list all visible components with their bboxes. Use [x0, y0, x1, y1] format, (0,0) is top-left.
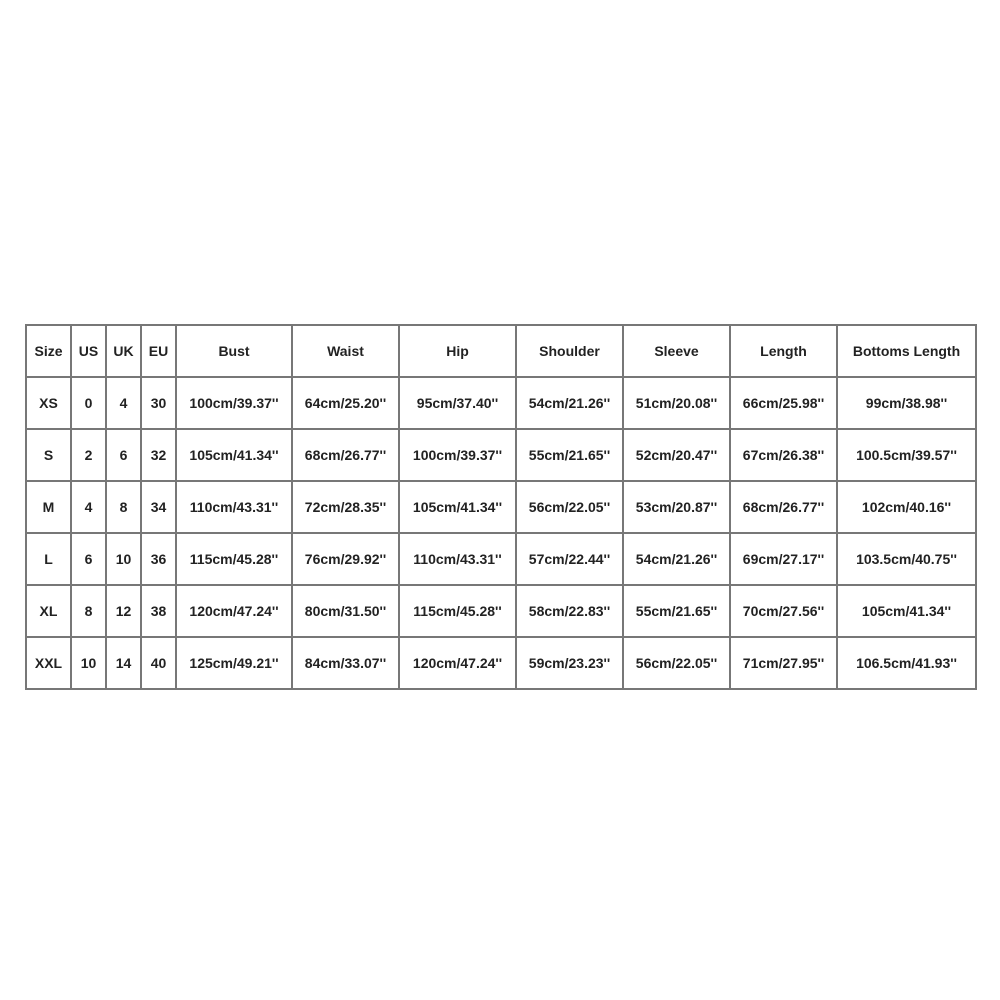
table-cell: 102cm/40.16'': [837, 481, 976, 533]
table-cell: 71cm/27.95'': [730, 637, 837, 689]
table-cell: 115cm/45.28'': [399, 585, 516, 637]
header-cell: Size: [26, 325, 71, 377]
header-cell: Sleeve: [623, 325, 730, 377]
table-cell: XL: [26, 585, 71, 637]
table-cell: 8: [106, 481, 141, 533]
table-cell: 58cm/22.83'': [516, 585, 623, 637]
header-cell: Waist: [292, 325, 399, 377]
header-row: [26, 325, 976, 377]
table-cell: M: [26, 481, 71, 533]
table-cell: 70cm/27.56'': [730, 585, 837, 637]
table-cell: 103.5cm/40.75'': [837, 533, 976, 585]
header-cell: Bust: [176, 325, 292, 377]
table-cell: 2: [71, 429, 106, 481]
table-cell: 34: [141, 481, 176, 533]
table-cell: 105cm/41.34'': [837, 585, 976, 637]
header-cell: Bottoms Length: [837, 325, 976, 377]
table-cell: 120cm/47.24'': [176, 585, 292, 637]
table-cell: 95cm/37.40'': [399, 377, 516, 429]
table-cell: 99cm/38.98'': [837, 377, 976, 429]
table-cell: S: [26, 429, 71, 481]
table-cell: 105cm/41.34'': [176, 429, 292, 481]
table-cell: 120cm/47.24'': [399, 637, 516, 689]
table-cell: 14: [106, 637, 141, 689]
table-cell: 30: [141, 377, 176, 429]
table-cell: 0: [71, 377, 106, 429]
table-row: [26, 637, 976, 689]
header-cell: UK: [106, 325, 141, 377]
table-cell: 10: [106, 533, 141, 585]
table-cell: 56cm/22.05'': [516, 481, 623, 533]
table-cell: 10: [71, 637, 106, 689]
table-cell: 105cm/41.34'': [399, 481, 516, 533]
table-cell: 54cm/21.26'': [516, 377, 623, 429]
table-cell: 106.5cm/41.93'': [837, 637, 976, 689]
table-cell: 76cm/29.92'': [292, 533, 399, 585]
table-row: [26, 481, 976, 533]
table-cell: 80cm/31.50'': [292, 585, 399, 637]
table-cell: 110cm/43.31'': [176, 481, 292, 533]
table-cell: 69cm/27.17'': [730, 533, 837, 585]
table-cell: 66cm/25.98'': [730, 377, 837, 429]
table-cell: 68cm/26.77'': [730, 481, 837, 533]
table-cell: 64cm/25.20'': [292, 377, 399, 429]
table-cell: 4: [106, 377, 141, 429]
header-cell: EU: [141, 325, 176, 377]
table-cell: 8: [71, 585, 106, 637]
header-cell: Hip: [399, 325, 516, 377]
table-cell: XS: [26, 377, 71, 429]
table-cell: 6: [106, 429, 141, 481]
table-cell: 100cm/39.37'': [176, 377, 292, 429]
table-row: [26, 377, 976, 429]
table-cell: 125cm/49.21'': [176, 637, 292, 689]
table-cell: 110cm/43.31'': [399, 533, 516, 585]
table-cell: XXL: [26, 637, 71, 689]
table-cell: 53cm/20.87'': [623, 481, 730, 533]
table-row: [26, 585, 976, 637]
table-cell: 56cm/22.05'': [623, 637, 730, 689]
table-cell: 55cm/21.65'': [516, 429, 623, 481]
header-cell: US: [71, 325, 106, 377]
table-cell: 68cm/26.77'': [292, 429, 399, 481]
table-cell: 59cm/23.23'': [516, 637, 623, 689]
size-chart-table: [25, 324, 977, 690]
table-cell: 57cm/22.44'': [516, 533, 623, 585]
table-cell: 52cm/20.47'': [623, 429, 730, 481]
header-cell: Shoulder: [516, 325, 623, 377]
table-row: [26, 429, 976, 481]
table-cell: 32: [141, 429, 176, 481]
table-cell: 100cm/39.37'': [399, 429, 516, 481]
table-cell: L: [26, 533, 71, 585]
table-cell: 115cm/45.28'': [176, 533, 292, 585]
table-cell: 51cm/20.08'': [623, 377, 730, 429]
table-cell: 12: [106, 585, 141, 637]
table-cell: 36: [141, 533, 176, 585]
table-row: [26, 533, 976, 585]
table-cell: 54cm/21.26'': [623, 533, 730, 585]
table-cell: 72cm/28.35'': [292, 481, 399, 533]
table-cell: 55cm/21.65'': [623, 585, 730, 637]
table-cell: 40: [141, 637, 176, 689]
table-cell: 38: [141, 585, 176, 637]
table-cell: 4: [71, 481, 106, 533]
table-cell: 84cm/33.07'': [292, 637, 399, 689]
header-cell: Length: [730, 325, 837, 377]
table-cell: 100.5cm/39.57'': [837, 429, 976, 481]
table-cell: 6: [71, 533, 106, 585]
table-cell: 67cm/26.38'': [730, 429, 837, 481]
